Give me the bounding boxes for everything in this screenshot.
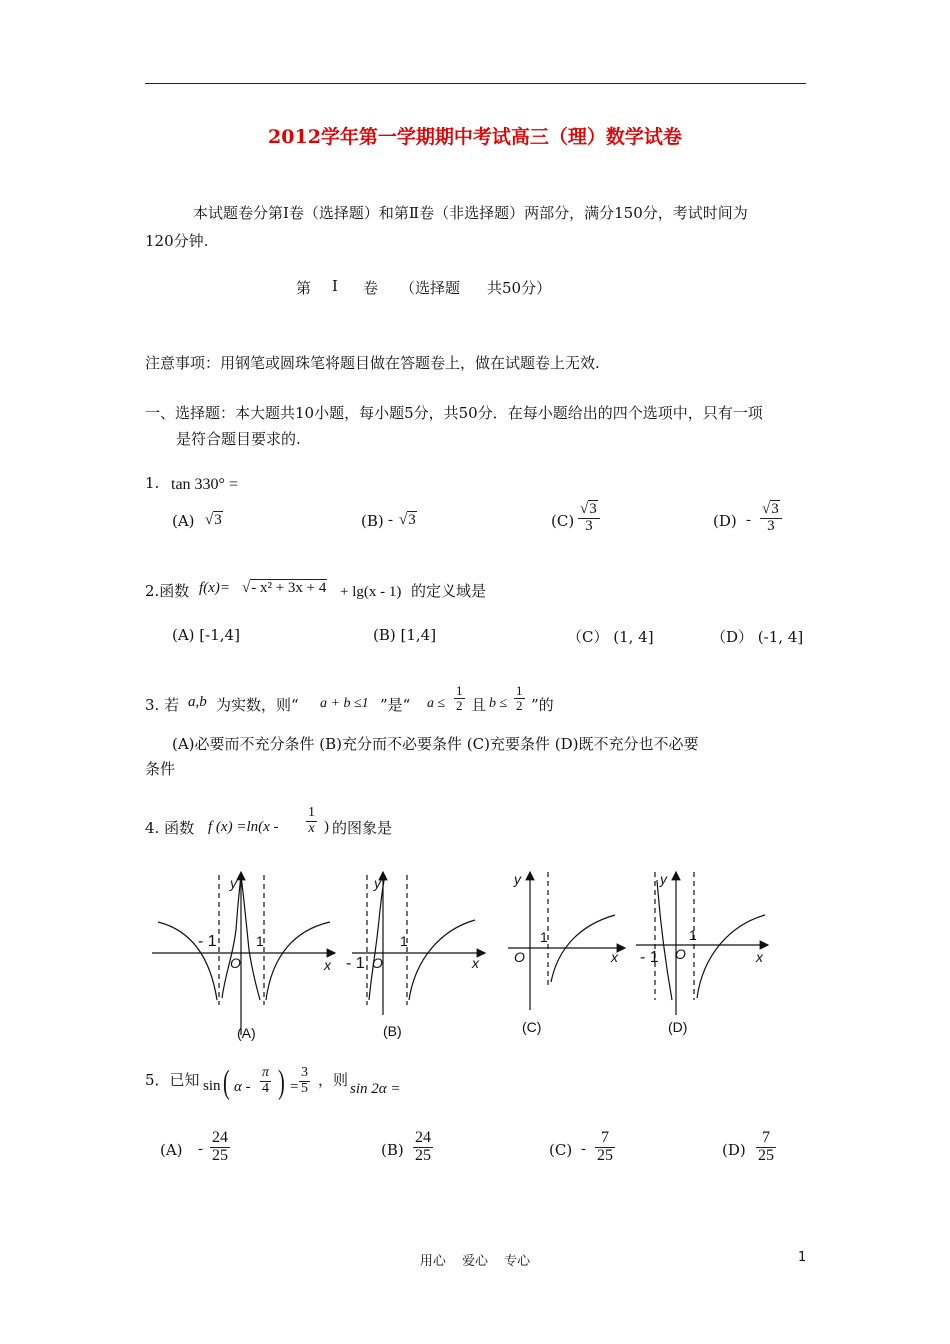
option-b-value: 3 [408,512,416,528]
section-heading-part: 共50分） [487,279,552,297]
question-expression: tan 330° = [171,476,238,493]
tick-label: - 1 [346,955,365,972]
option-d-sign: - [746,512,751,528]
option-c-label: (C) [549,1141,573,1159]
function-graphs [0,860,950,1050]
target-expression: sin 2α = [350,1081,401,1097]
half-denominator: 2 [516,697,523,713]
page-number: 1 [798,1250,807,1265]
question-prefix: 3. 若 [145,696,180,714]
sin-label: sin [203,1078,221,1094]
tick-label: 1 [689,927,697,943]
option-c: （C） (1, 4] [567,628,654,646]
option-b-denominator: 25 [415,1146,431,1164]
half-numerator: 1 [516,683,523,698]
graph-d [636,872,768,1015]
option-c-numerator: 3 [589,501,597,517]
origin-label: O [372,955,383,971]
condition-1: a + b ≤1 [320,696,369,711]
options-wrap: 条件 [145,760,176,778]
log-term: + lg(x - 1) [340,584,402,600]
instructions-line-2: 是符合题目要求的. [176,430,301,448]
fraction-numerator: 1 [308,805,315,820]
option-a: (A) [-1,4] [172,626,240,644]
section-heading-part: Ⅰ [332,277,338,295]
option-a-denominator: 25 [212,1146,228,1164]
close-paren: ) [324,819,329,835]
question-number: 1. [145,474,160,492]
origin-label: O [230,955,241,971]
axis-label: x [611,949,618,965]
option-b-label: (B) [361,512,384,530]
header-rule [145,83,806,84]
tick-label: - 1 [198,933,217,950]
option-a-sign: - [198,1141,203,1157]
graph-label: (C) [522,1019,542,1035]
section-heading-part: （选择题 [400,279,461,297]
four: 4 [262,1080,269,1096]
options-line: (A)必要而不充分条件 (B)充分而不必要条件 (C)充要条件 (D)既不充分也不必要 [172,735,699,753]
option-a-value: 3 [214,512,222,528]
option-d-denominator: 25 [758,1146,774,1164]
alpha-term: α - [234,1079,251,1095]
option-a-label: (A) [172,512,195,530]
section-heading-part: 卷 [363,279,379,297]
section-heading-part: 第 [296,279,312,297]
option-d-label: (D) [722,1141,746,1159]
page-footer: 用心 爱心 专心 [419,1254,531,1269]
half-numerator: 1 [456,683,463,698]
five: 5 [301,1080,308,1096]
tick-label: 1 [256,933,264,949]
question-text: 为实数，则“ [216,696,299,714]
origin-label: O [675,946,686,962]
function-name: f(x)= [199,580,230,596]
axis-label: x [472,955,479,971]
condition-2b: b ≤ [489,696,508,711]
axis-label: y [660,871,667,887]
origin-label: O [514,949,525,965]
option-d-numerator: 7 [756,1130,776,1148]
graph-label: (D) [668,1019,688,1035]
option-a-label: (A) [160,1141,183,1159]
question-suffix: 的图象是 [332,819,393,837]
pi: π [262,1065,270,1080]
tick-label: - 1 [640,949,659,966]
question-text: ”是“ [380,696,411,714]
option-d-denominator: 3 [767,517,775,534]
question-end: ”的 [531,696,554,714]
instructions-line-1: 一、选择题：本大题共10小题，每小题5分，共50分．在每小题给出的四个选项中，只有一项 [145,404,763,422]
option-b-label: (B) [381,1141,404,1159]
tick-label: 1 [540,929,548,945]
graph-a [152,872,335,1035]
tick-label: 1 [400,933,408,949]
equals-sign: = [290,1079,299,1095]
fraction-denominator: x [308,820,315,836]
graph-b [352,872,485,1015]
option-b: (B) [1,4] [373,626,437,644]
question-prefix: 2.函数 [145,582,190,600]
option-d-label: (D) [713,512,737,530]
three: 3 [301,1065,308,1080]
radicand: - x² + 3x + 4 [251,580,327,596]
axis-label: y [230,875,237,891]
intro-line-2: 120分钟. [145,232,209,250]
graph-c [508,872,625,1010]
axis-label: y [514,871,521,887]
option-c-denominator: 25 [597,1146,613,1164]
axis-label: y [374,875,381,891]
condition-2a: a ≤ [427,696,446,711]
option-d: （D） (-1, 4] [711,628,804,646]
option-b-numerator: 24 [415,1129,431,1146]
half-denominator: 2 [456,697,463,713]
question-text: ，则 [318,1071,349,1089]
option-b-sign: - [388,512,393,528]
conjunction: 且 [471,696,487,714]
question-prefix: 4. 函数 [145,819,195,837]
exam-title: 2012学年第一学期期中考试高三（理）数学试卷 [268,126,682,148]
axis-label: x [324,957,331,973]
axis-label: x [756,949,763,965]
graph-label: (A) [237,1025,256,1041]
function-expression: f (x) =ln(x - [208,819,279,835]
option-c-denominator: 3 [585,517,593,534]
option-c-label: (C) [551,512,575,530]
option-d-numerator: 3 [771,501,779,517]
option-c-sign: - [581,1141,586,1157]
option-a-numerator: 24 [212,1129,228,1146]
option-c-numerator: 7 [595,1130,615,1148]
notice-text: 注意事项：用钢笔或圆珠笔将题目做在答题卷上，做在试题卷上无效. [145,354,600,372]
intro-line-1: 本试题卷分第Ⅰ卷（选择题）和第Ⅱ卷（非选择题）两部分，满分150分，考试时间为 [193,204,748,222]
question-suffix: 的定义域是 [411,582,487,600]
variables: a,b [188,694,207,710]
question-prefix: 5．已知 [145,1071,200,1089]
graph-label: (B) [383,1023,402,1039]
